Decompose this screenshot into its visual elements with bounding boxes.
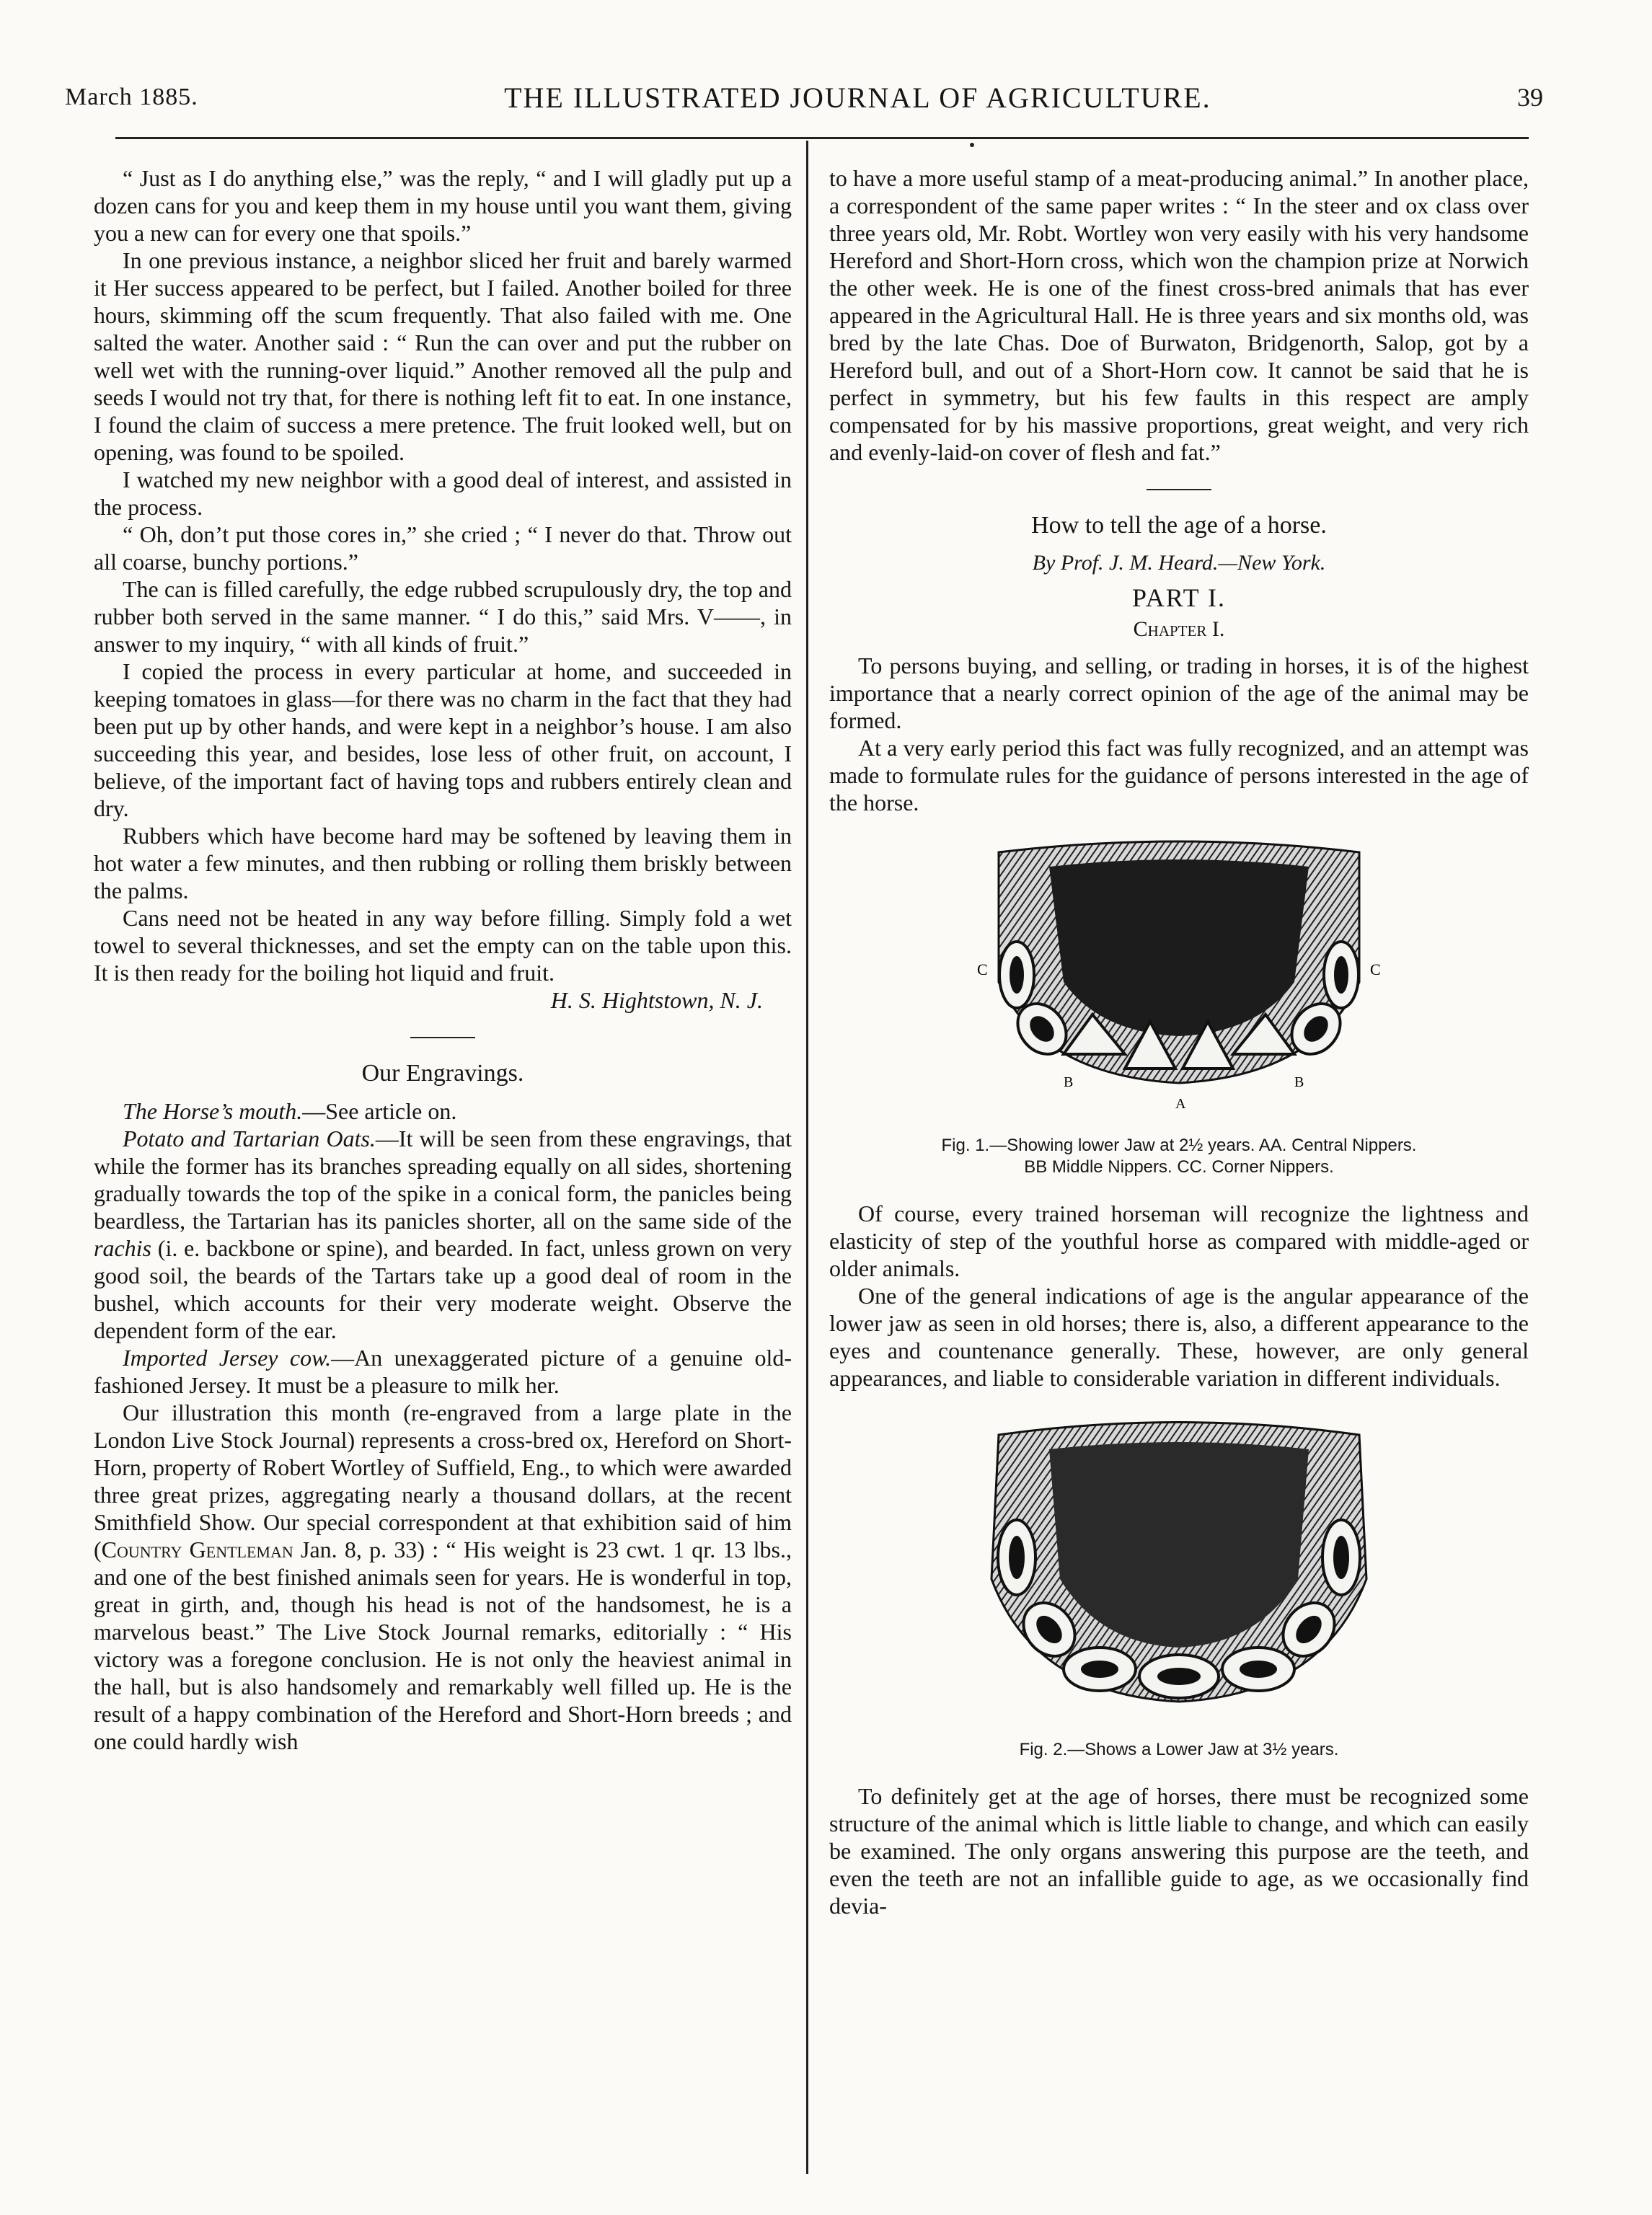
section-rule (410, 1037, 475, 1038)
figure-2-lower-jaw (963, 1413, 1395, 1730)
paragraph: Cans need not be heated in any way before filling. Simply fold a wet towel to several thicknesses, and set the empty can on the table upon this. It is then ready for the boiling hot liquid and fruit. (94, 905, 792, 986)
section-rule (1147, 489, 1211, 490)
label-a: A (1175, 1096, 1186, 1112)
article-byline: By Prof. J. M. Heard.—New York. (1032, 551, 1326, 575)
label-c-right: C (1370, 960, 1381, 978)
paragraph: to have a more useful stamp of a meat-producing animal.” In another place, a correspondent of the same paper writes : “ In the steer and ox class over three years old, Mr. Robt. Wortley won very easily with his very handsome Hereford and Short-Horn cross, which won the champion prize at Norwich the other week. He is one of the finest cross-bred animals that has ever appeared in the Agricultural Hall. He is three years and six months old, was bred by the late Chas. Doe of Burwaton, Bridgenorth, Salop, got by a Hereford bull, and out of a Short-Horn cow. It cannot be said that he is perfect in symmetry, but his few faults in this respect are amply compensated for by his massive proportions, great weight, and very rich and evenly-laid-on cover of flesh and fat.” (829, 165, 1529, 465)
paragraph: At a very early period this fact was fully recognized, and an attempt was made to formulate rules for the guidance of persons interested in the age of the horse. (829, 735, 1529, 815)
paragraph: The can is filled carefully, the edge rubbed scrupulously dry, the top and rubber both served in the same manner. “ I do this,” said Mrs. V——, in answer to my inquiry, “ with all kinds of fruit.” (94, 576, 792, 657)
column-divider (806, 141, 808, 2174)
paragraph: “ Oh, don’t put those cores in,” she cried ; “ I never do that. Throw out all coarse, bunchy portions.” (94, 521, 792, 575)
paragraph: To definitely get at the age of horses, there must be recognized some structure of the animal which is little liable to change, and which can easily be examined. The only organs answering this purpose are the teeth, and even the teeth are not an infallible guide to age, as we occasionally find devia- (829, 1783, 1529, 1919)
paragraph: In one previous instance, a neighbor sliced her fruit and barely warmed it Her success appeared to be perfect, but I failed. Another boiled for three hours, skimming off the scum frequently. That also failed with me. One salted the water. Another said : “ Run the can over and put the rubber on well wet with the running-over liquid.” Another removed all the pulp and seeds I would not try that, for there is nothing left fit to eat. In one instance, I found the claim of success a mere pretence. The fruit looked well, but on opening, was found to be spoiled. (94, 247, 792, 465)
figure-1-caption (829, 1135, 1529, 1178)
issue-date: March 1885. (65, 84, 198, 110)
header-rule (115, 137, 1529, 139)
label-c-left: C (977, 960, 988, 978)
paragraph: I copied the process in every particular at home, and succeeded in keeping tomatoes in glass—for there was no charm in the fact that they had been put up by other hands, and were kept in a neighbor’s house. I am also succeeding this year, and besides, lose less of other fruit, on account, I believe, of the important fact of having tops and rubbers entirely clean and dry. (94, 658, 792, 821)
section-title-engravings: Our Engravings. (361, 1060, 524, 1087)
journal-title: THE ILLUSTRATED JOURNAL OF AGRICULTURE. (504, 81, 1211, 114)
chapter-heading: Chapter I. (1133, 617, 1225, 641)
figure-2-caption: Fig. 2.—Shows a Lower Jaw at 3½ years. (1019, 1740, 1339, 1759)
paragraph-text: —It will be seen from these engravings, that while the former has its branches spreading equally on all sides, shortening gradually towards the top of the spike in a conical form, the panicles being beardless, the Tartarian has its panicles shorter, all on the same side of the (94, 1126, 792, 1234)
page-header (65, 76, 1543, 119)
left-column (94, 164, 792, 1755)
paragraph-text: (i. e. backbone or spine), and bearded. In fact, unless grown on very good soil, the beards of the Tartars take up a good deal of room in the bushel, which accounts for their very moderate weight. Observe the dependent form of the ear. (94, 1235, 792, 1343)
page-number: 39 (1516, 83, 1543, 112)
author-signature: H. S. Hightstown, N. J. (550, 987, 763, 1013)
italic-term: rachis (94, 1235, 151, 1261)
caption-line: Fig. 1.—Showing lower Jaw at 2½ years. AA. Central Nippers. (941, 1136, 1417, 1155)
paragraph (94, 1097, 792, 1125)
paragraph: To persons buying, and selling, or trading in horses, it is of the highest importance that a nearly correct opinion of the age of the animal may be formed. (829, 653, 1529, 733)
italic-lead: Imported Jersey cow. (123, 1345, 332, 1371)
article-title: How to tell the age of a horse. (1031, 512, 1327, 539)
label-b-right: B (1294, 1074, 1304, 1090)
paragraph: “ Just as I do anything else,” was the reply, “ and I will gladly put up a dozen cans for you and keep them in my house until you want them, giving you a new can for every one that spoils.” (94, 165, 792, 246)
paragraph-text: Jan. 8, p. 33) : “ His weight is 23 cwt. 1 qr. 13 lbs., and one of the best finished animals seen for years. He is wonderful in top, great in girth, and, though his head is not of the handsomest, he is a marvelous beast.” The Live Stock Journal remarks, editorially : “ His victory was a foregone conclusion. He is not only the heaviest animal in the hall, but is also handsomely and remarkably well filled up. He is the result of a happy combination of the Hereford and Short-Horn breeds ; and one could hardly wish (94, 1537, 792, 1754)
print-dot (970, 143, 974, 147)
small-caps-term: Country Gentleman (101, 1537, 293, 1562)
part-heading: PART I. (1132, 583, 1226, 612)
label-b-left: B (1064, 1074, 1074, 1090)
paragraph (94, 1344, 792, 1399)
paragraph (94, 1399, 792, 1755)
italic-lead: Potato and Tartarian Oats. (123, 1126, 376, 1151)
paragraph-text: Our illustration this month (re-engraved from a large plate in the London Live Stock Journal) represents a cross-bred ox, Hereford on Short-Horn, property of Robert Wortley of Suffield, Eng., to which were awarded three great prizes, aggregating nearly a thousand dollars, at the recent Smithfield Show. Our special correspondent at that exhibition said of him ( (94, 1400, 792, 1562)
paragraph-text: —See article on. (302, 1098, 457, 1124)
paragraph (94, 1125, 792, 1344)
paragraph: One of the general indications of age is the angular appearance of the lower jaw as seen in old horses; there is, also, a different appearance to the eyes and countenance generally. These, however, are only general appearances, and liable to considerable variation in different individuals. (829, 1283, 1529, 1391)
figure-1-lower-jaw (955, 838, 1403, 1126)
paragraph: Of course, every trained horseman will recognize the lightness and elasticity of step of the youthful horse as compared with middle-aged or older animals. (829, 1201, 1529, 1281)
paragraph: I watched my new neighbor with a good deal of interest, and assisted in the process. (94, 467, 792, 520)
right-column (829, 164, 1529, 1919)
paragraph-text: —An unexaggerated picture of a genuine old-fashioned Jersey. It must be a pleasure to milk her. (94, 1345, 792, 1398)
paragraph: Rubbers which have become hard may be softened by leaving them in hot water a few minutes, and then rubbing or rolling them briskly between the palms. (94, 823, 792, 903)
caption-line: BB Middle Nippers. CC. Corner Nippers. (1024, 1157, 1334, 1177)
italic-lead: The Horse’s mouth. (123, 1098, 303, 1124)
